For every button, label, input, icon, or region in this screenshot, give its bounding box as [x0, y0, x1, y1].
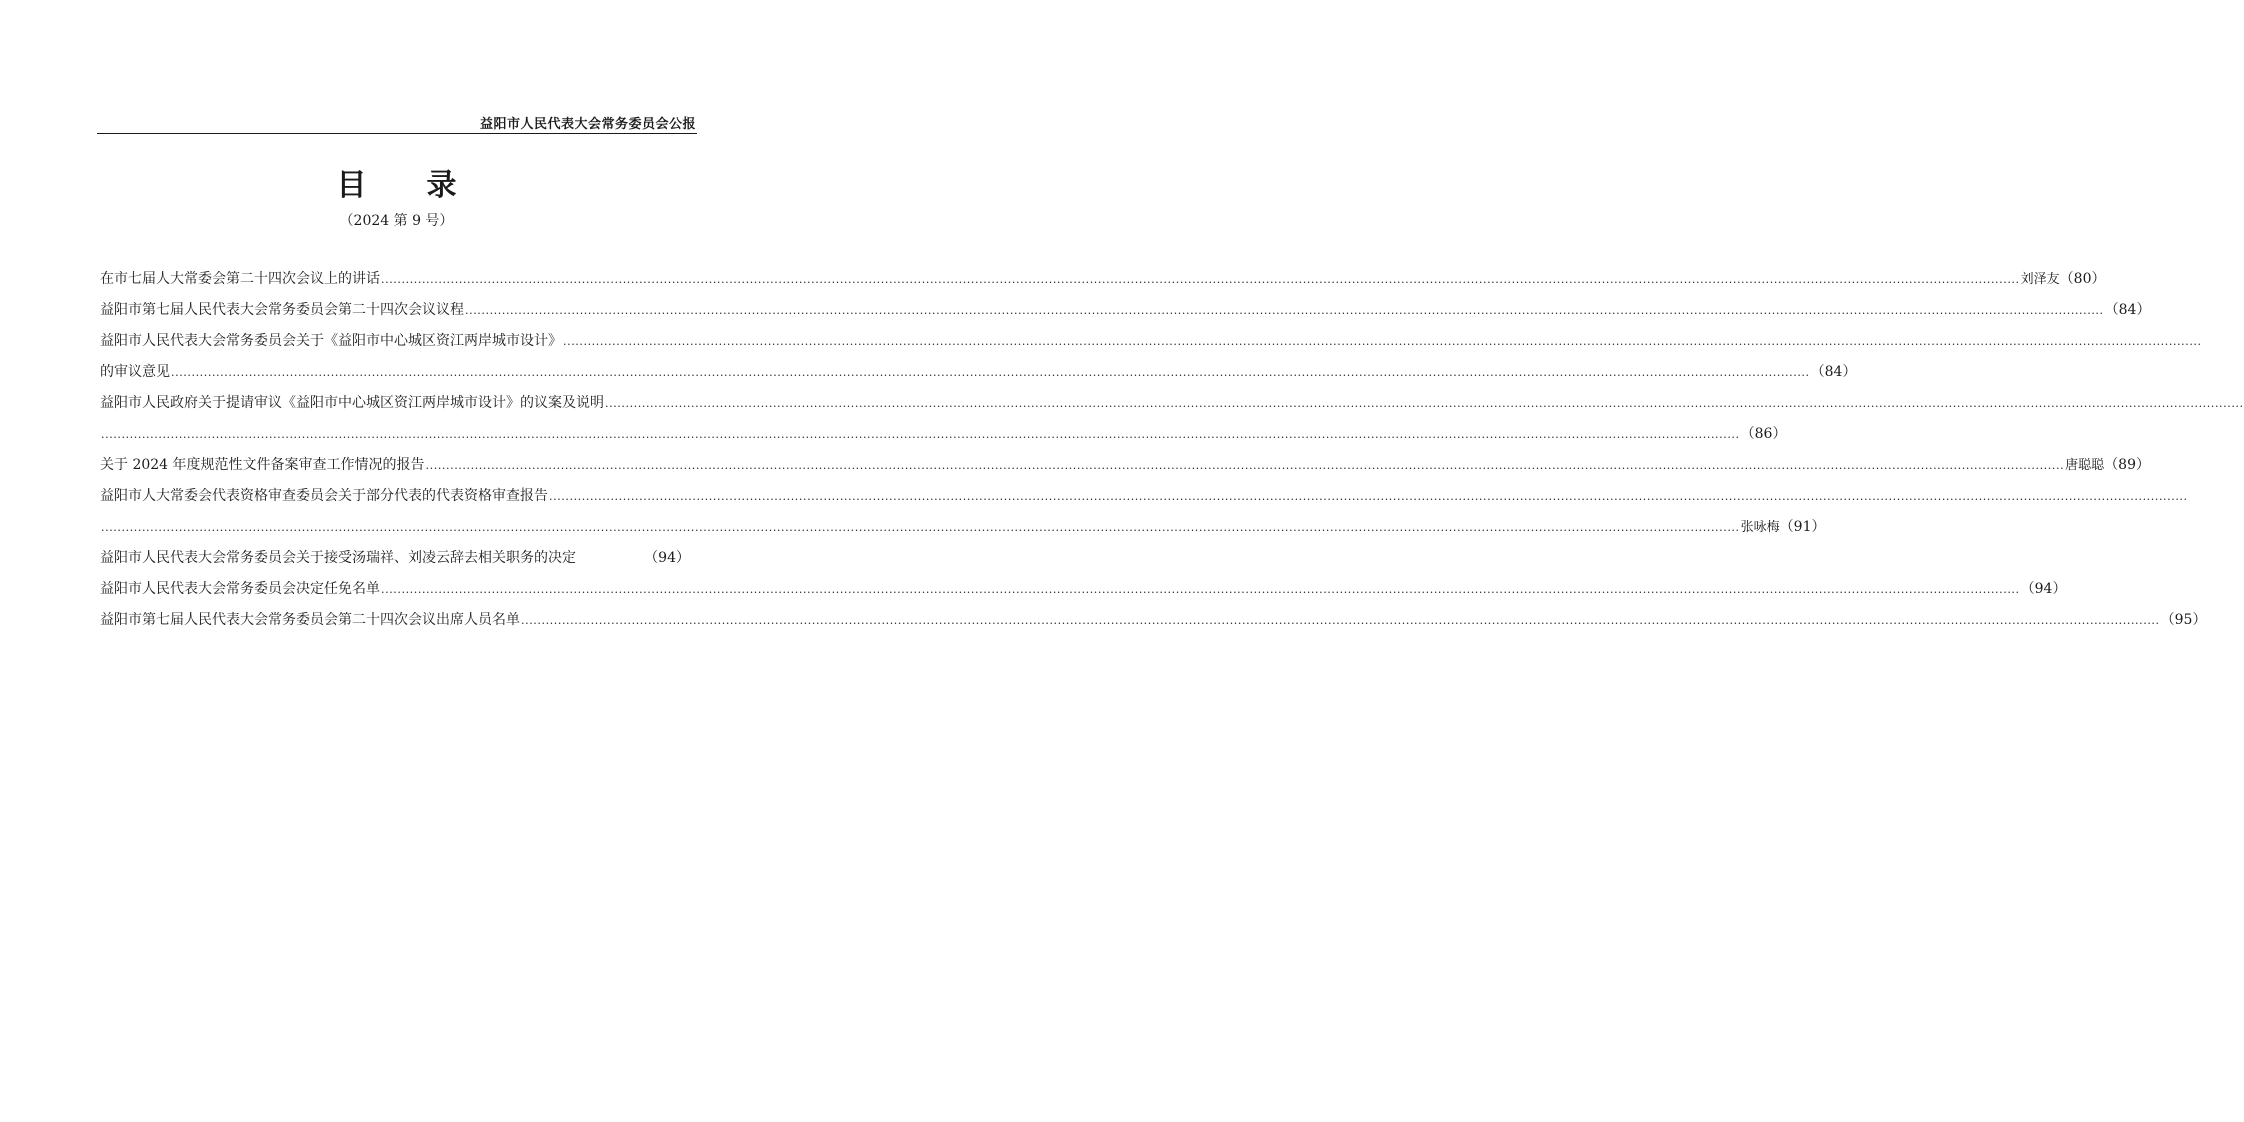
- toc-entry-title: 在市七届人大常委会第二十四次会议上的讲话: [100, 271, 380, 287]
- toc-leader-dots: ................................................................................................................................................................................................................................................................................................................................................................................................................: [549, 490, 2188, 503]
- toc-entry-title: 益阳市人民政府关于提请审议《益阳市中心城区资江两岸城市设计》的议案及说明: [100, 395, 604, 411]
- toc-entry-page: （95）: [2160, 612, 2207, 628]
- issue-number: （2024 第 9 号）: [339, 213, 454, 229]
- toc-entry-page: （89）: [2104, 457, 2151, 473]
- toc-entry[interactable]: [100, 326, 2202, 388]
- toc-entry-page: （86）: [1740, 426, 1787, 442]
- toc-leader-dots: ................................................................................................................................................................................................................................................................................................................................................................................................................: [381, 583, 2020, 596]
- toc-line: [100, 357, 1857, 388]
- toc-entry[interactable]: [100, 574, 2067, 605]
- running-header: 益阳市人民代表大会常务委员会公报: [479, 117, 696, 132]
- toc-leader-dots: ................................................................................................................................................................................................................................................................................................................................................................................................................: [101, 428, 1740, 441]
- toc-line: [100, 326, 2202, 357]
- toc-line: [100, 512, 1826, 543]
- toc-entry[interactable]: [100, 264, 2106, 295]
- toc-entry-page: （84）: [2104, 302, 2151, 318]
- header-rule: [97, 133, 697, 134]
- toc-leader-dots: ................................................................................................................................................................................................................................................................................................................................................................................................................: [381, 273, 2020, 286]
- toc-line: [100, 295, 2151, 326]
- page-title: 目 录: [336, 168, 457, 203]
- toc-entry-title: 益阳市人民代表大会常务委员会关于接受汤瑞祥、刘凌云辞去相关职务的决定: [100, 550, 576, 566]
- toc-entry-page: （94）: [2020, 581, 2067, 597]
- toc-line: [100, 574, 2067, 605]
- toc-entry[interactable]: [100, 481, 2188, 543]
- toc-entry-title: 益阳市第七届人民代表大会常务委员会第二十四次会议议程: [100, 302, 464, 318]
- toc-entry-author: 张咏梅: [1740, 520, 1780, 535]
- toc-entry[interactable]: [100, 450, 2151, 481]
- toc-line: [100, 605, 2207, 636]
- toc-leader-dots: ................................................................................................................................................................................................................................................................................................................................................................................................................: [101, 521, 1740, 534]
- toc-entry-page: （94）: [644, 550, 690, 566]
- toc-line: [100, 264, 2106, 295]
- toc-leader-dots: ................................................................................................................................................................................................................................................................................................................................................................................................................: [425, 459, 2065, 472]
- toc-line: [100, 543, 690, 574]
- toc-leader-dots: ................................................................................................................................................................................................................................................................................................................................................................................................................: [465, 304, 2104, 317]
- toc-entry-author: 唐聪聪: [2065, 458, 2105, 473]
- toc-entry-title: 益阳市人民代表大会常务委员会关于《益阳市中心城区资江两岸城市设计》: [100, 333, 562, 349]
- toc-line: [100, 481, 2188, 512]
- table-of-contents: [100, 264, 2244, 636]
- toc-entry[interactable]: [100, 295, 2151, 326]
- toc-entry-title: 关于 2024 年度规范性文件备案审查工作情况的报告: [100, 457, 425, 473]
- toc-entry-title: 益阳市人大常委会代表资格审查委员会关于部分代表的代表资格审查报告: [100, 488, 548, 504]
- toc-entry-title: 益阳市人民代表大会常务委员会决定任免名单: [100, 581, 380, 597]
- toc-leader-dots: ................................................................................................................................................................................................................................................................................................................................................................................................................: [521, 614, 2160, 627]
- toc-line: [100, 419, 1787, 450]
- toc-entry-page: （91）: [1779, 519, 1826, 535]
- toc-entry[interactable]: [100, 605, 2207, 636]
- toc-entry[interactable]: [100, 388, 2244, 450]
- toc-entry[interactable]: [100, 543, 690, 574]
- toc-entry-page: （80）: [2059, 271, 2106, 287]
- toc-entry-author: 刘泽友: [2020, 272, 2060, 287]
- toc-entry-title: 益阳市第七届人民代表大会常务委员会第二十四次会议出席人员名单: [100, 612, 520, 628]
- toc-leader-dots: ................................................................................................................................................................................................................................................................................................................................................................................................................: [563, 335, 2202, 348]
- toc-line: [100, 388, 2244, 419]
- toc-line: [100, 450, 2151, 481]
- toc-entry-page: （84）: [1810, 364, 1857, 380]
- toc-entry-title: 的审议意见: [100, 364, 170, 380]
- toc-leader-dots: ................................................................................................................................................................................................................................................................................................................................................................................................................: [605, 397, 2244, 410]
- toc-leader-dots: ................................................................................................................................................................................................................................................................................................................................................................................................................: [171, 366, 1810, 379]
